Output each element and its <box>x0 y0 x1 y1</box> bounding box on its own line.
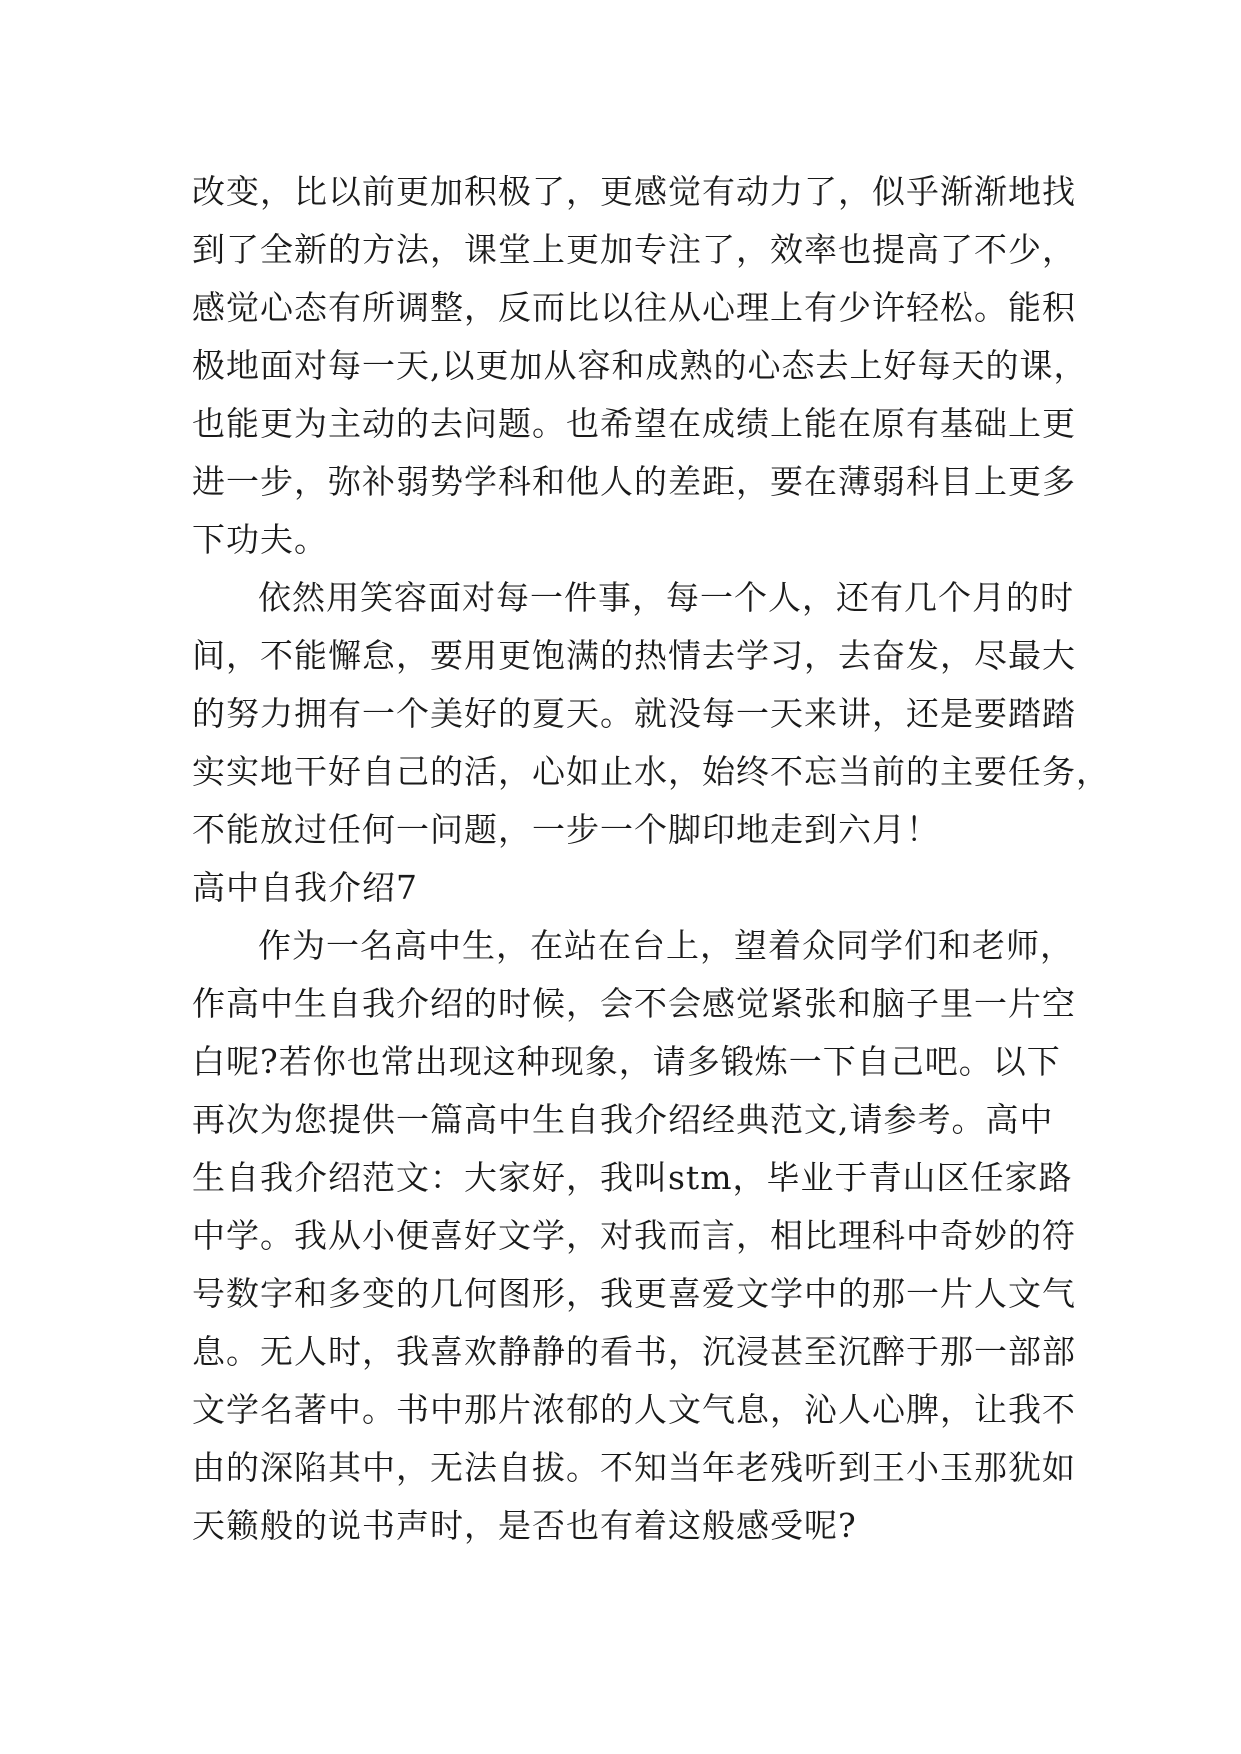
text-line: 到了全新的方法，课堂上更加专注了，效率也提高了不少， <box>192 230 1076 269</box>
text-line: 依然用笑容面对每一件事，每一个人，还有几个月的时 <box>258 578 1074 617</box>
text-line: 天籁般的说书声时，是否也有着这般感受呢? <box>192 1506 857 1545</box>
text-line: 由的深陷其中，无法自拔。不知当年老残听到王小玉那犹如 <box>192 1448 1076 1487</box>
text-line: 的努力拥有一个美好的夏天。就没每一天来讲，还是要踏踏 <box>192 694 1076 733</box>
text-line: 进一步，弥补弱势学科和他人的差距，要在薄弱科目上更多 <box>192 462 1076 501</box>
text-line: 下功夫。 <box>192 520 328 559</box>
text-line: 感觉心态有所调整，反而比以往从心理上有少许轻松。能积 <box>192 288 1076 327</box>
text-line: 再次为您提供一篇高中生自我介绍经典范文,请参考。高中 <box>192 1100 1054 1139</box>
paragraph <box>192 163 1088 569</box>
text-line: 号数字和多变的几何图形，我更喜爱文学中的那一片人文气 <box>192 1274 1076 1313</box>
text-line: 文学名著中。书中那片浓郁的人文气息，沁人心脾，让我不 <box>192 1390 1076 1429</box>
text-line: 中学。我从小便喜好文学，对我而言，相比理科中奇妙的符 <box>192 1216 1076 1255</box>
paragraph <box>192 569 1110 859</box>
paragraph <box>192 917 1076 1555</box>
text-line: 作高中生自我介绍的时候，会不会感觉紧张和脑子里一片空 <box>192 984 1076 1023</box>
text-line: 生自我介绍范文：大家好，我叫stm，毕业于青山区任家路 <box>192 1158 1073 1197</box>
text-line: 也能更为主动的去问题。也希望在成绩上能在原有基础上更 <box>192 404 1076 443</box>
text-line: 极地面对每一天,以更加从容和成熟的心态去上好每天的课， <box>192 346 1088 385</box>
text-line: 白呢?若你也常出现这种现象，请多锻炼一下自己吧。以下 <box>192 1042 1061 1081</box>
text-line: 间，不能懈怠，要用更饱满的热情去学习，去奋发，尽最大 <box>192 636 1076 675</box>
document-body <box>192 163 1110 1555</box>
text-line: 不能放过任何一问题，一步一个脚印地走到六月！ <box>192 810 940 849</box>
text-line: 作为一名高中生，在站在台上，望着众同学们和老师， <box>258 926 1074 965</box>
text-line: 实实地干好自己的活，心如止水，始终不忘当前的主要任务， <box>192 752 1110 791</box>
section-heading: 高中自我介绍7 <box>192 868 418 907</box>
text-line: 息。无人时，我喜欢静静的看书，沉浸甚至沉醉于那一部部 <box>192 1332 1076 1371</box>
text-line: 改变，比以前更加积极了，更感觉有动力了，似乎渐渐地找 <box>192 172 1076 211</box>
